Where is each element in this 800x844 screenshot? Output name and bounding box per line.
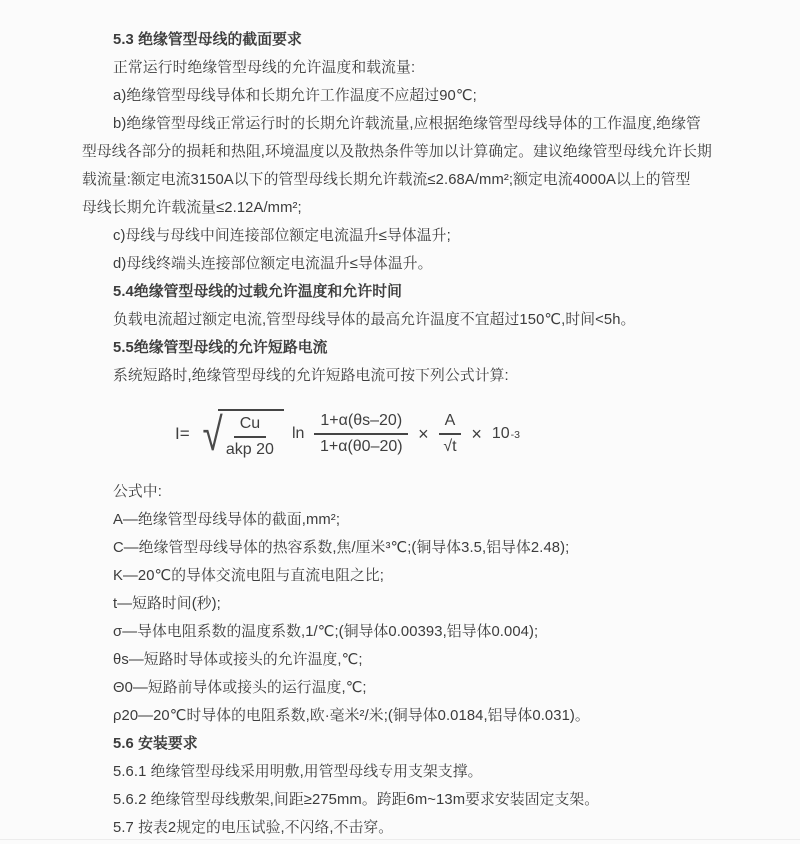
radicand: [218, 409, 284, 459]
list-item-b-line-1: b)绝缘管型母线正常运行时的长期允许载流量,应根据绝缘管型母线导体的工作温度,绝缘管: [113, 116, 701, 132]
definition-operating-temp: Θ0—短路前导体或接头的运行温度,℃;: [113, 680, 367, 696]
section-5-4-heading: 5.4绝缘管型母线的过载允许温度和允许时间: [113, 284, 403, 300]
square-root-term: [200, 405, 284, 463]
list-item-b-line-2: 型母线各部分的损耗和热阻,环境温度以及散热条件等加以计算确定。建议绝缘管型母线允许长期: [82, 144, 712, 160]
formula-lhs: I=: [175, 424, 190, 443]
area-over-sqrt-t-fraction: [439, 412, 462, 456]
definition-temp-coefficient: σ—导体电阻系数的温度系数,1/℃;(铜导体0.00393,铝导体0.004);: [113, 624, 539, 640]
list-item-b-line-4: 母线长期允许载流量≤2.12A/mm²;: [82, 200, 302, 216]
section-5-6-1: 5.6.1 绝缘管型母线采用明敷,用管型母线专用支架支撑。: [113, 764, 483, 780]
definition-area: A—绝缘管型母线导体的截面,mm²;: [113, 512, 341, 528]
section-5-4-body: 负载电流超过额定电流,管型母线导体的最高允许温度不宜超过150℃,时间<5h。: [113, 312, 636, 328]
definition-short-circuit-time: t—短路时间(秒);: [113, 596, 221, 612]
short-circuit-current-formula: [175, 390, 730, 478]
fraction-denominator: akp 20: [225, 441, 274, 458]
formula-where-label: 公式中:: [113, 484, 162, 500]
multiply-operator: ×: [471, 423, 482, 444]
list-item-d: d)母线终端头连接部位额定电流温升≤导体温升。: [113, 256, 433, 272]
power-base: 10: [491, 425, 510, 442]
section-5-6-2: 5.6.2 绝缘管型母线敷架,间距≥275mm。跨距6m~13m要求安装固定支架。: [113, 792, 600, 808]
multiply-operator: ×: [418, 423, 429, 444]
page-bottom-edge: [0, 839, 800, 840]
definition-resistivity: ρ20—20℃时导体的电阻系数,欧·毫米²/米;(铜导体0.0184,铝导体0.031)。: [113, 708, 590, 724]
fraction-numerator: A: [439, 412, 462, 435]
list-item-a: a)绝缘管型母线导体和长期允许工作温度不应超过90℃;: [113, 88, 477, 104]
section-5-7: 5.7 按表2规定的电压试验,不闪络,不击穿。: [113, 820, 394, 836]
natural-log-operator: ln: [291, 425, 305, 442]
section-5-6-heading: 5.6 安装要求: [113, 736, 198, 752]
fraction-numerator: 1+α(θs–20): [314, 412, 408, 435]
power-of-ten-term: [492, 425, 519, 443]
power-exponent: -3: [510, 428, 520, 441]
list-item-b-line-3: 载流量:额定电流3150A以下的管型母线长期允许载流≤2.68A/mm²;额定电流4000A以上的管型: [82, 172, 691, 188]
fraction-denominator: 1+α(θ0–20): [319, 438, 403, 455]
fraction-numerator: Cu: [234, 415, 266, 438]
section-5-3-heading: 5.3 绝缘管型母线的截面要求: [113, 32, 302, 48]
list-item-c: c)母线与母线中间连接部位额定电流温升≤导体温升;: [113, 228, 451, 244]
section-5-5-heading: 5.5绝缘管型母线的允许短路电流: [113, 340, 328, 356]
fraction-cu-over-akp20: [226, 415, 274, 459]
section-5-5-body: 系统短路时,绝缘管型母线的允许短路电流可按下列公式计算:: [113, 368, 509, 384]
radical-sign-icon: √: [202, 408, 223, 460]
fraction-denominator: √t: [443, 438, 457, 455]
section-5-3-intro: 正常运行时绝缘管型母线的允许温度和载流量:: [113, 60, 416, 76]
definition-resistance-ratio: K—20℃的导体交流电阻与直流电阻之比;: [113, 568, 385, 584]
definition-heat-capacity: C—绝缘管型母线导体的热容系数,焦/厘米³℃;(铜导体3.5,铝导体2.48);: [113, 540, 570, 556]
temperature-ratio-fraction: [314, 412, 408, 456]
definition-allowed-temp: θs—短路时导体或接头的允许温度,℃;: [113, 652, 363, 668]
